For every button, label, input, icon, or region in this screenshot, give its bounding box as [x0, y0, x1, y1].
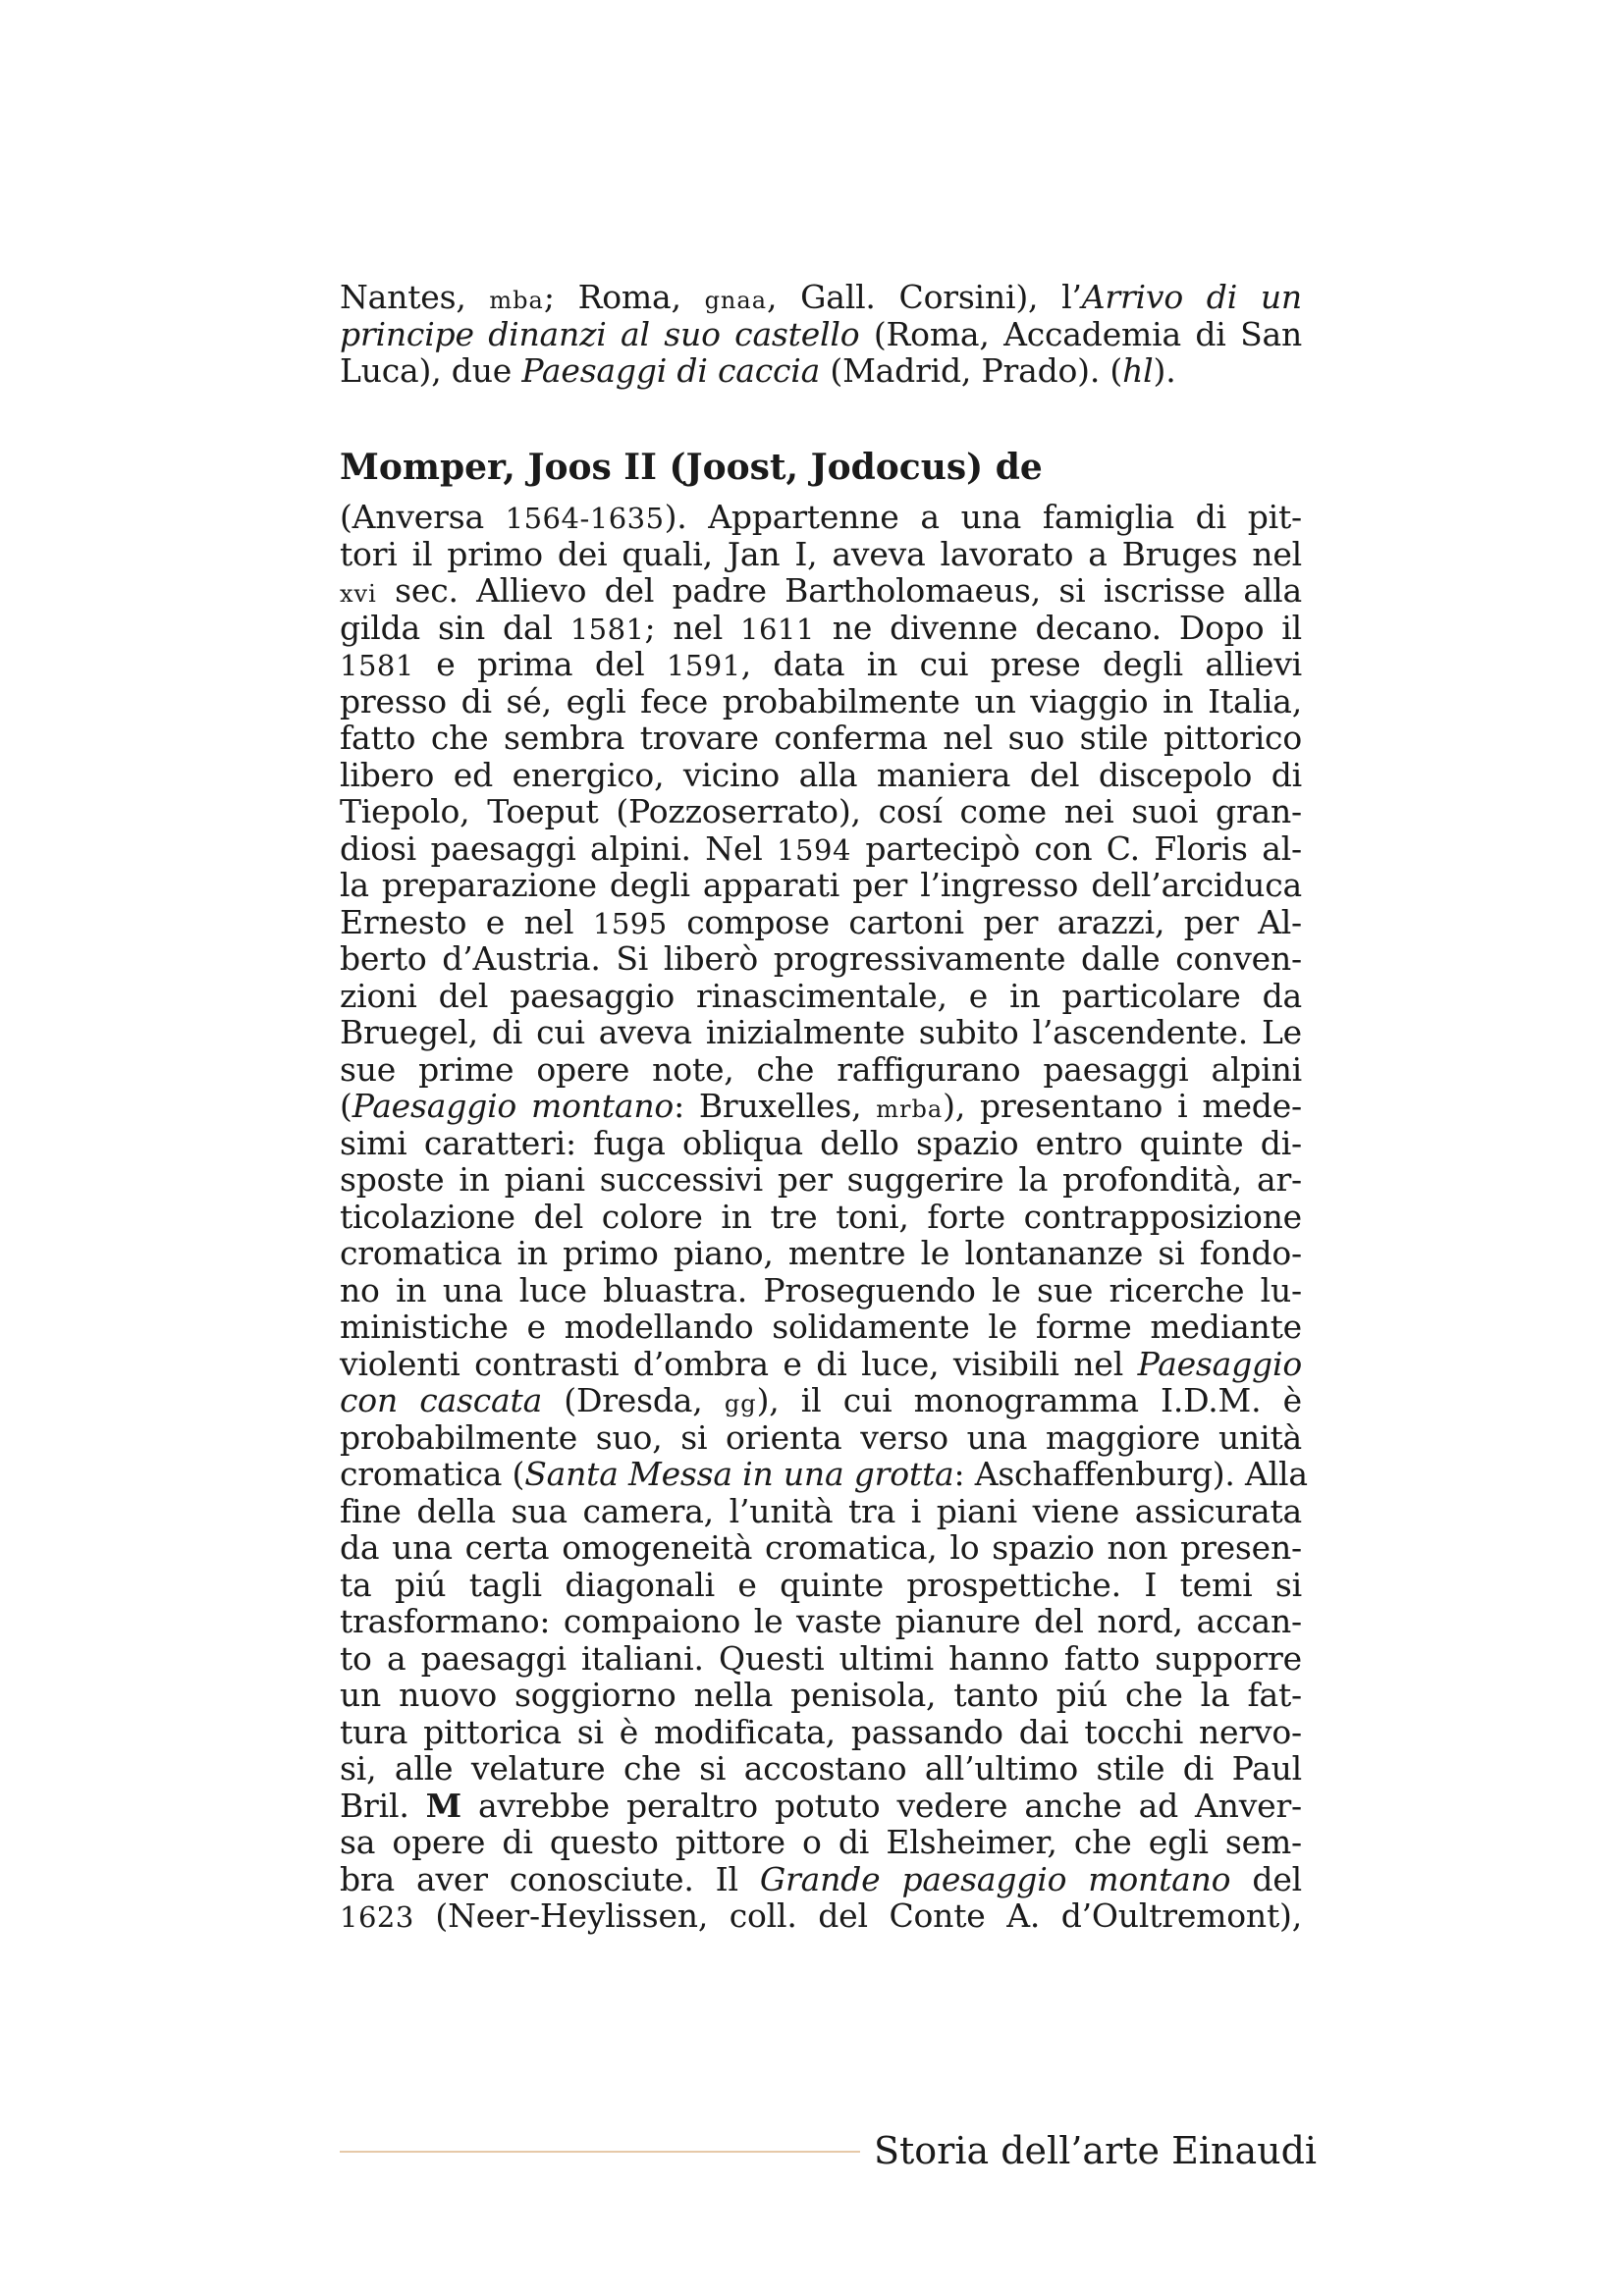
text-line: 1581 e prima del 1591, data in cui prese degli allievi: [340, 645, 1302, 683]
text-line: (Anversa 1564-1635). Appartenne a una famiglia di pit-: [340, 498, 1302, 536]
text-line: no in una luce bluastra. Proseguendo le sue ricerche lu-: [340, 1270, 1302, 1309]
text-line: ministiche e modellando solidamente le forme mediante: [340, 1308, 1302, 1346]
intro-paragraph: [340, 279, 1302, 390]
text-line: principe dinanzi al suo castello (Roma, Accademia di San: [340, 314, 1302, 353]
text-line: ta piú tagli diagonali e quinte prospettiche. I temi si: [340, 1565, 1302, 1604]
text-line: violenti contrasti d’ombra e di luce, visibili nel Paesaggio: [340, 1344, 1302, 1383]
text-line: fatto che sembra trovare conferma nel suo stile pittorico: [340, 719, 1302, 757]
text-line: trasformano: compaiono le vaste pianure del nord, accan-: [340, 1602, 1302, 1640]
text-line: Ernesto e nel 1595 compose cartoni per arazzi, per Al-: [340, 902, 1303, 941]
text-line: tura pittorica si è modificata, passando dai tocchi nervo-: [340, 1712, 1302, 1751]
text-line: to a paesaggi italiani. Questi ultimi hanno fatto supporre: [340, 1638, 1302, 1678]
text-line: probabilmente suo, si orienta verso una maggiore unità: [340, 1417, 1302, 1457]
text-line: Bril. M avrebbe peraltro potuto vedere anche ad Anver-: [340, 1786, 1302, 1825]
text-line: (Paesaggio montano: Bruxelles, mrba), presentano i mede-: [340, 1087, 1302, 1125]
text-line: 1623 (Neer-Heylissen, coll. del Conte A. d’Oultremont),: [340, 1896, 1302, 1935]
text-line: con cascata (Dresda, gg), il cui monogramma I.D.M. è: [340, 1381, 1303, 1419]
text-line: Bruegel, di cui aveva inizialmente subito l’ascendente. Le: [340, 1013, 1302, 1051]
text-line: Luca), due Paesaggi di caccia (Madrid, Prado). (hl).: [340, 351, 1176, 390]
text-line: Nantes, mba; Roma, gnaa, Gall. Corsini), l’Arrivo di un: [340, 278, 1302, 316]
text-line: presso di sé, egli fece probabilmente un viaggio in Italia,: [340, 681, 1302, 721]
text-line: bra aver conosciute. Il Grande paesaggio montano del: [340, 1859, 1302, 1898]
text-line: un nuovo soggiorno nella penisola, tanto piú che la fat-: [340, 1676, 1302, 1714]
footer-rule: [340, 2151, 860, 2153]
text-line: simi caratteri: fuga obliqua dello spazio entro quinte di-: [340, 1123, 1302, 1162]
text-line: xvi sec. Allievo del padre Bartholomaeus, si iscrisse alla: [340, 571, 1302, 610]
text-line: gilda sin dal 1581; nel 1611 ne divenne decano. Dopo il: [340, 608, 1302, 647]
text-line: sposte in piani successivi per suggerire la profondità, ar-: [340, 1160, 1302, 1199]
entry-heading: Momper, Joos II (Joost, Jodocus) de: [340, 447, 1043, 488]
text-line: sue prime opere note, che raffigurano paesaggi alpini: [340, 1049, 1302, 1089]
text-line: berto d’Austria. Si liberò progressivamente dalle conven-: [340, 939, 1302, 978]
footer-title: Storia dell’arte Einaudi: [874, 2129, 1318, 2172]
text-line: ticolazione del colore in tre toni, forte contrapposizione: [340, 1197, 1302, 1236]
text-line: si, alle velature che si accostano all’ultimo stile di Paul: [340, 1749, 1302, 1788]
text-line: tori il primo dei quali, Jan I, aveva lavorato a Bruges nel: [340, 534, 1302, 573]
entry-body: [340, 498, 1308, 1935]
text-line: zioni del paesaggio rinascimentale, e in particolare da: [340, 976, 1302, 1015]
text-line: la preparazione degli apparati per l’ingresso dell’arciduca: [340, 866, 1302, 904]
text-line: sa opere di questo pittore o di Elsheimer, che egli sem-: [340, 1823, 1302, 1861]
text-line: fine della sua camera, l’unità tra i piani viene assicurata: [340, 1491, 1302, 1530]
text-line: diosi paesaggi alpini. Nel 1594 partecipò con C. Floris al-: [340, 828, 1303, 868]
text-line: cromatica (Santa Messa in una grotta: Aschaffenburg). Alla: [340, 1455, 1308, 1493]
text-line: cromatica in primo piano, mentre le lontananze si fondo-: [340, 1234, 1302, 1272]
text-line: da una certa omogeneità cromatica, lo spazio non presen-: [340, 1528, 1302, 1567]
text-line: Tiepolo, Toeput (Pozzoserrato), cosí come nei suoi gran-: [340, 792, 1302, 830]
text-line: libero ed energico, vicino alla maniera del discepolo di: [340, 755, 1302, 794]
